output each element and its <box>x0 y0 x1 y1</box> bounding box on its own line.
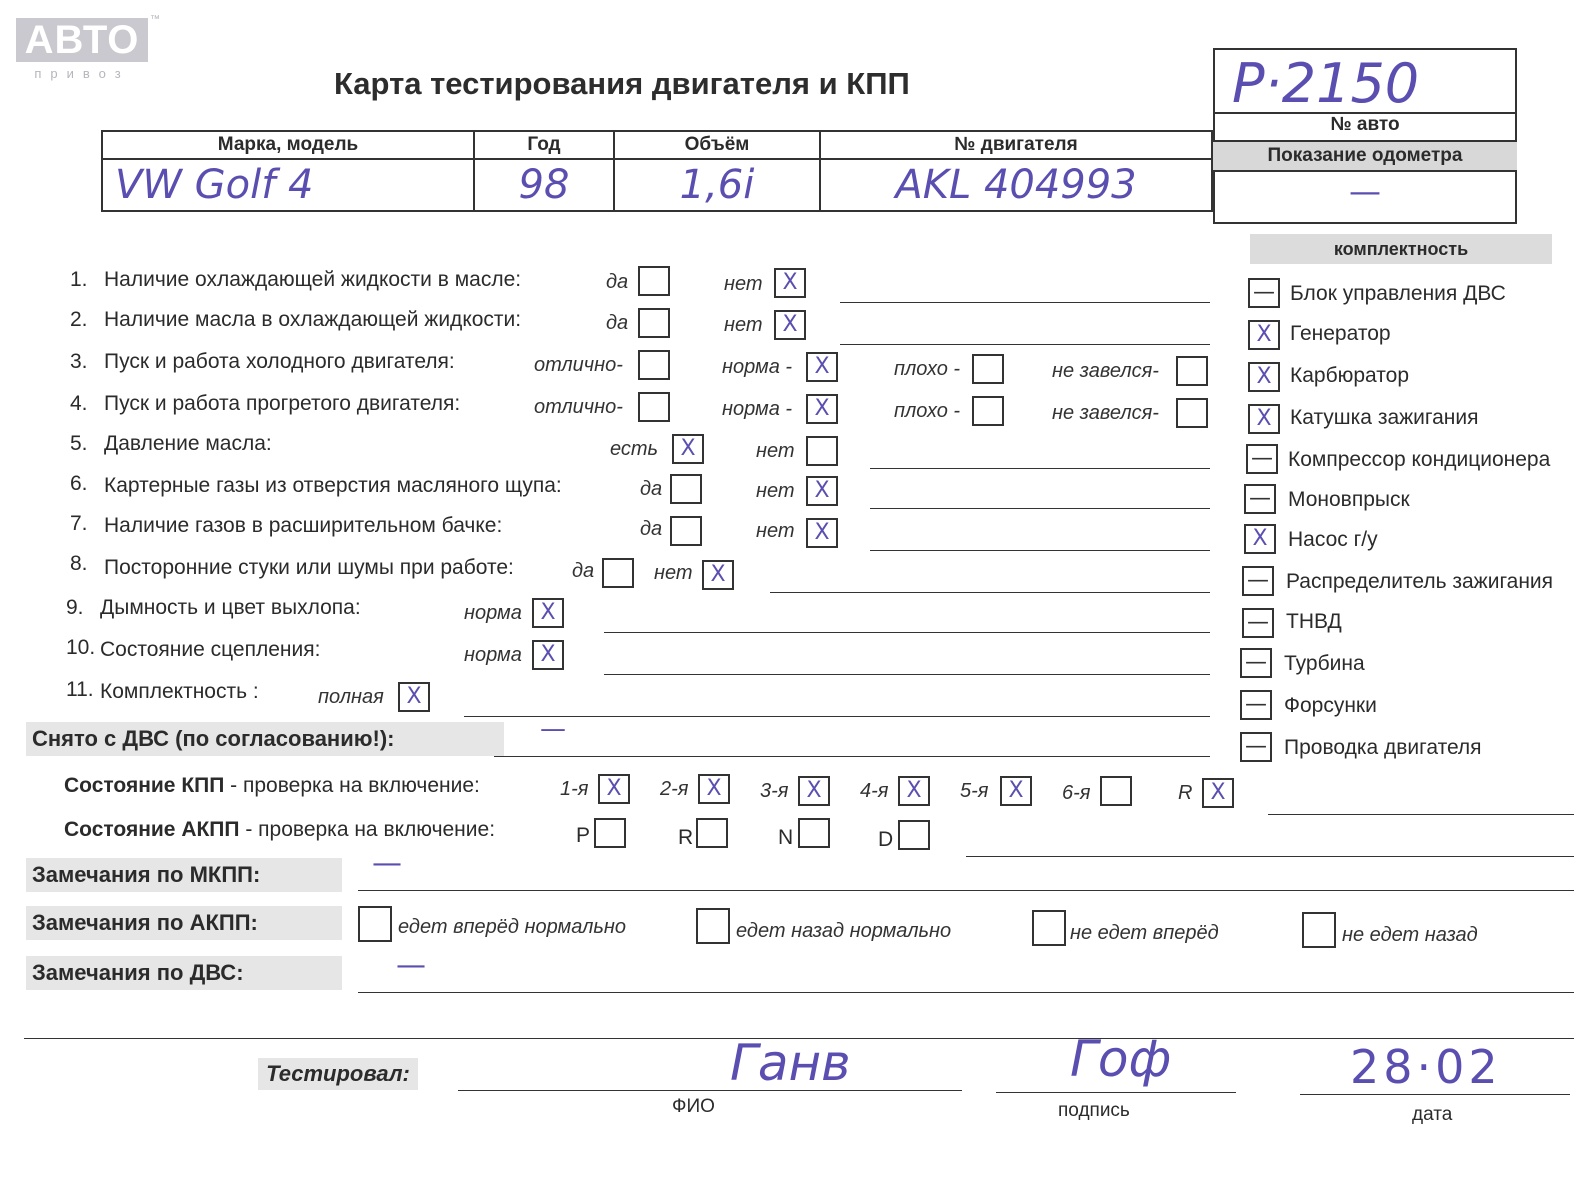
komplekt-item: Карбюратор <box>1290 364 1410 387</box>
checkbox-ploho[interactable] <box>972 396 1004 426</box>
header-table <box>101 130 1213 212</box>
gear-label: 4-я <box>860 780 889 802</box>
checkbox-ne-zavelsya[interactable] <box>1176 356 1208 386</box>
signature-value: Гоф <box>1070 1030 1172 1088</box>
komplekt-item: Катушка зажигания <box>1290 406 1479 429</box>
komplekt-item: Проводка двигателя <box>1284 736 1482 759</box>
option-label: плохо - <box>894 400 961 422</box>
note-line <box>358 992 1574 993</box>
akpp-label-rest: - проверка на включение: <box>239 818 496 841</box>
check-label: Картерные газы из отверстия масляного щупа: <box>104 474 562 497</box>
header-col-model: Марка, модель <box>102 131 474 159</box>
option-label: отлично- <box>534 396 623 418</box>
checkbox-ne-nazad[interactable] <box>1302 912 1336 948</box>
note-line <box>604 632 1210 633</box>
option-label: нет <box>724 273 763 295</box>
checkbox-da[interactable] <box>670 474 702 504</box>
check-number: 11. <box>66 678 94 701</box>
checkbox-ne-zavelsya[interactable] <box>1176 398 1208 428</box>
checkbox-da[interactable] <box>638 308 670 338</box>
option-label: норма - <box>722 398 793 420</box>
check-label: Давление масла: <box>104 432 272 455</box>
checkbox-vpered-normalno[interactable] <box>358 906 392 942</box>
option-label: норма <box>464 602 522 624</box>
check-label: Наличие охлаждающей жидкости в масле: <box>104 268 522 291</box>
zam-dvs-value: — <box>396 948 426 983</box>
fio-line <box>458 1090 962 1091</box>
check-label: Пуск и работа холодного двигателя: <box>104 350 455 373</box>
car-number-value: P·2150 <box>1232 52 1420 115</box>
note-line <box>494 756 1210 757</box>
komplekt-checkbox[interactable]: X <box>1248 320 1280 350</box>
komplekt-item: Турбина <box>1284 652 1365 675</box>
gear-checkbox[interactable]: X <box>698 774 730 804</box>
checkbox-nazad-normalno[interactable] <box>696 908 730 944</box>
akpp-mode-label: R <box>678 826 694 849</box>
check-number: 8. <box>70 552 88 575</box>
tested-label: Тестировал: <box>258 1058 418 1090</box>
komplekt-checkbox[interactable]: X <box>1248 404 1280 434</box>
checkbox-ploho[interactable] <box>972 354 1004 384</box>
note-line <box>770 592 1210 593</box>
date-label: дата <box>1412 1104 1453 1125</box>
komplekt-checkbox[interactable]: — <box>1246 444 1278 474</box>
checkbox-norma[interactable]: X <box>806 394 838 424</box>
komplekt-checkbox[interactable]: — <box>1248 278 1280 308</box>
option-label: нет <box>756 440 795 462</box>
kpp-label-rest: - проверка на включение: <box>224 774 480 797</box>
gear-label: 6-я <box>1062 782 1091 804</box>
checkbox-net[interactable]: X <box>702 560 734 590</box>
note-line <box>966 856 1574 857</box>
check-label: Дымность и цвет выхлопа: <box>100 596 361 619</box>
model-value: VW Golf 4 <box>102 159 474 211</box>
komplekt-checkbox[interactable]: — <box>1242 608 1274 638</box>
checkbox-ne-vpered[interactable] <box>1032 910 1066 946</box>
checkbox-norma[interactable]: X <box>532 640 564 670</box>
sign-label: подпись <box>1058 1100 1130 1121</box>
date-value: 28·02 <box>1350 1040 1502 1094</box>
check-number: 4. <box>70 392 88 415</box>
note-line <box>604 674 1210 675</box>
gear-checkbox[interactable]: X <box>1000 776 1032 806</box>
option-label: отлично- <box>534 354 623 376</box>
komplekt-item: Моновпрыск <box>1288 488 1410 511</box>
komplekt-item: Генератор <box>1290 322 1391 345</box>
akpp-checkbox[interactable] <box>594 818 626 848</box>
komplekt-item: Компрессор кондиционера <box>1288 448 1551 471</box>
option-label: не завелся- <box>1052 402 1159 424</box>
snyato-value: — <box>540 714 566 744</box>
komplekt-checkbox[interactable]: — <box>1240 690 1272 720</box>
gear-checkbox[interactable] <box>1100 776 1132 806</box>
option-label: да <box>606 312 629 334</box>
checkbox-net[interactable]: X <box>806 476 838 506</box>
check-number: 6. <box>70 472 88 495</box>
year-value: 98 <box>474 159 614 211</box>
note-line <box>358 890 1574 891</box>
checkbox-otlichno[interactable] <box>638 350 670 380</box>
logo-subtitle: привоз <box>34 66 130 81</box>
date-line <box>1300 1094 1570 1095</box>
akpp-checkbox[interactable] <box>696 818 728 848</box>
check-number: 1. <box>70 268 88 291</box>
snyato-label: Снято с ДВС (по согласованию!): <box>26 722 504 756</box>
check-label: Наличие масла в охлаждающей жидкости: <box>104 308 522 331</box>
odometer-label: Показание одометра <box>1213 140 1517 172</box>
komplekt-checkbox[interactable]: X <box>1248 362 1280 392</box>
checkbox-da[interactable] <box>638 266 670 296</box>
note-line <box>870 508 1210 509</box>
option-label: плохо - <box>894 358 961 380</box>
note-line <box>870 468 1210 469</box>
gear-checkbox[interactable]: X <box>1202 778 1234 808</box>
gear-checkbox[interactable]: X <box>798 776 830 806</box>
gear-label: 1-я <box>560 778 589 800</box>
fio-label: ФИО <box>672 1096 715 1117</box>
check-number: 7. <box>70 512 88 535</box>
option-label: нет <box>756 520 795 542</box>
komplekt-item: Распределитель зажигания <box>1286 570 1554 593</box>
check-number: 3. <box>70 350 88 373</box>
gear-checkbox[interactable]: X <box>598 774 630 804</box>
akpp-checkbox[interactable] <box>898 820 930 850</box>
akpp-option-label: не едет вперёд <box>1070 922 1219 944</box>
checkbox-net[interactable]: X <box>774 310 806 340</box>
komplekt-checkbox[interactable]: — <box>1244 484 1276 514</box>
komplekt-checkbox[interactable]: — <box>1240 732 1272 762</box>
header-col-volume: Объём <box>614 131 820 159</box>
checkbox-norma[interactable]: X <box>532 598 564 628</box>
check-label: Пуск и работа прогретого двигателя: <box>104 392 461 415</box>
checkbox-da[interactable] <box>602 558 634 588</box>
akpp-label <box>64 818 495 842</box>
check-label: Состояние сцепления: <box>100 638 321 661</box>
akpp-label-bold: Состояние АКПП <box>64 818 240 841</box>
option-label: да <box>572 560 595 582</box>
check-number: 9. <box>66 596 84 619</box>
akpp-option-label: едет назад нормально <box>736 920 952 942</box>
option-label: да <box>640 478 663 500</box>
komplekt-item: Насос г/у <box>1288 528 1378 551</box>
note-line <box>840 302 1210 303</box>
check-label: Наличие газов в расширительном бачке: <box>104 514 503 537</box>
gear-checkbox[interactable]: X <box>898 776 930 806</box>
option-label: не завелся- <box>1052 360 1159 382</box>
checkbox-da[interactable] <box>670 516 702 546</box>
option-label: есть <box>610 438 659 460</box>
option-label: нет <box>724 314 763 336</box>
page-title: Карта тестирования двигателя и КПП <box>334 66 910 101</box>
header-col-year: Год <box>474 131 614 159</box>
option-label: полная <box>318 686 384 708</box>
checkbox-polnaya[interactable]: X <box>398 682 430 712</box>
option-label: да <box>606 271 629 293</box>
header-col-engine: № двигателя <box>820 131 1212 159</box>
komplekt-checkbox[interactable]: — <box>1240 648 1272 678</box>
kpp-label-bold: Состояние КПП <box>64 774 225 797</box>
note-line <box>1268 814 1574 815</box>
gear-label: 3-я <box>760 780 789 802</box>
option-label: нет <box>654 562 693 584</box>
akpp-mode-label: N <box>778 826 794 849</box>
engine-number-value: AKL 404993 <box>820 159 1212 211</box>
akpp-mode-label: P <box>576 824 591 847</box>
odometer-value: — <box>1349 172 1381 210</box>
check-number: 10. <box>66 636 96 659</box>
check-number: 5. <box>70 432 88 455</box>
komplekt-item: ТНВД <box>1286 610 1342 633</box>
komplekt-item: Форсунки <box>1284 694 1377 717</box>
option-label: норма - <box>722 356 793 378</box>
logo-tm: ™ <box>150 14 160 25</box>
akpp-option-label: едет вперёд нормально <box>398 916 627 938</box>
checkbox-est[interactable]: X <box>672 434 704 464</box>
checkbox-net[interactable] <box>806 436 838 466</box>
option-label: да <box>640 518 663 540</box>
car-number-label: № авто <box>1330 114 1400 135</box>
check-number: 2. <box>70 308 88 331</box>
zam-akpp-label: Замечания по АКПП: <box>26 906 342 940</box>
note-line <box>870 550 1210 551</box>
checkbox-norma[interactable]: X <box>806 352 838 382</box>
gear-label: 2-я <box>660 778 689 800</box>
note-line <box>840 344 1210 345</box>
komplekt-checkbox[interactable]: — <box>1242 566 1274 596</box>
option-label: норма <box>464 644 522 666</box>
volume-value: 1,6i <box>614 159 820 211</box>
gear-label: R <box>1178 782 1193 804</box>
komplekt-item: Блок управления ДВС <box>1290 282 1506 305</box>
checkbox-net[interactable]: X <box>774 268 806 298</box>
checkbox-net[interactable]: X <box>806 518 838 548</box>
akpp-mode-label: D <box>878 828 894 851</box>
checkbox-otlichno[interactable] <box>638 392 670 422</box>
akpp-checkbox[interactable] <box>798 818 830 848</box>
kpp-label <box>64 774 480 798</box>
option-label: нет <box>756 480 795 502</box>
zam-mkpp-label: Замечания по МКПП: <box>26 858 342 892</box>
akpp-option-label: не едет назад <box>1342 924 1478 946</box>
komplekt-title: комплектность <box>1250 234 1552 264</box>
logo: АВТО <box>16 18 148 62</box>
check-label: Посторонние стуки или шумы при работе: <box>104 556 514 579</box>
check-label: Комплектность : <box>100 680 259 703</box>
zam-dvs-label: Замечания по ДВС: <box>26 956 342 990</box>
komplekt-checkbox[interactable]: X <box>1244 524 1276 554</box>
zam-mkpp-value: — <box>372 846 402 881</box>
note-line <box>464 716 1210 717</box>
fio-value: Ганв <box>730 1034 851 1092</box>
sign-line <box>996 1092 1236 1093</box>
gear-label: 5-я <box>960 780 989 802</box>
